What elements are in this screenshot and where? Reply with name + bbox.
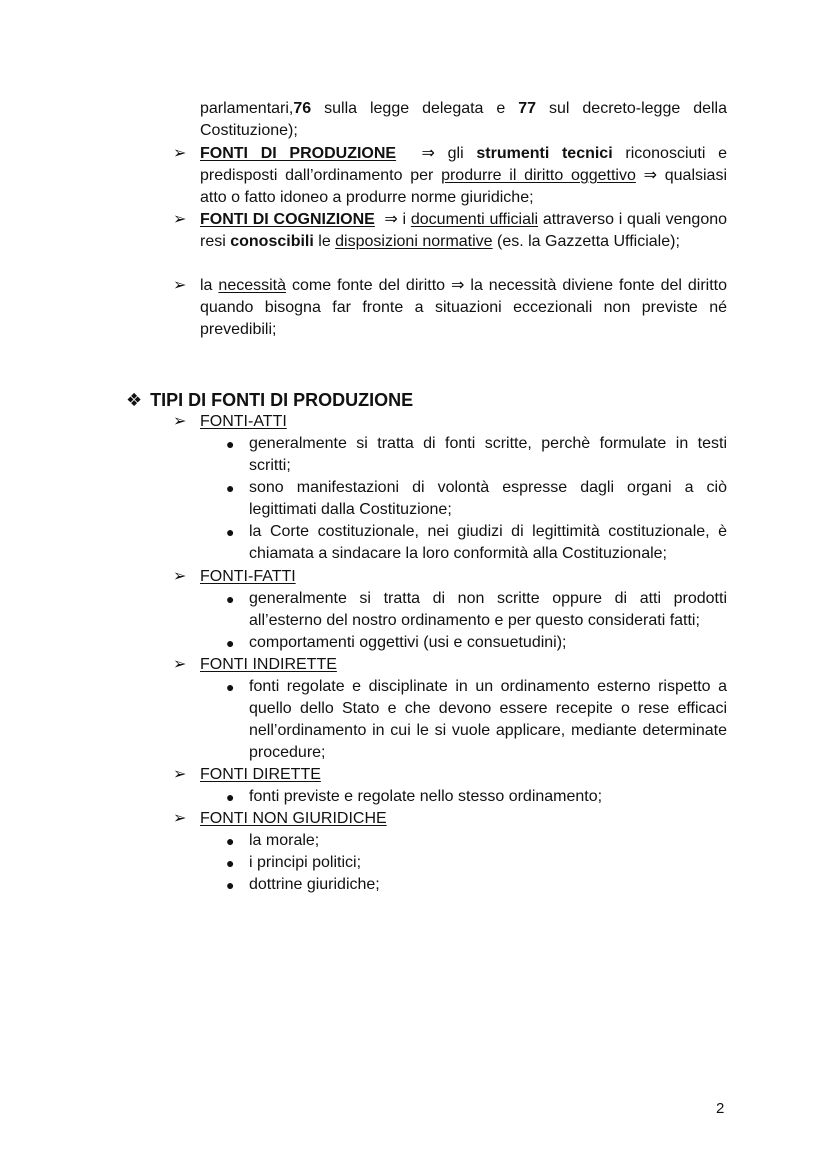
arrow-bullet-icon: ➢ <box>173 568 187 585</box>
implies-icon: ⇒ <box>451 277 465 294</box>
list-item: ● generalmente si tratta di fonti scritte, perchè formulate in testi scritti; <box>226 435 727 474</box>
term-fonti-di-cognizione: FONTI DI COGNIZIONE <box>200 211 375 228</box>
group-heading-fonti-non-giuridiche: ➢ FONTI NON GIURIDICHE <box>200 808 727 830</box>
round-bullet-icon: ● <box>226 480 235 496</box>
round-bullet-icon: ● <box>226 789 235 805</box>
implies-icon: ⇒ <box>384 211 398 228</box>
group-heading-fonti-indirette: ➢ FONTI INDIRETTE <box>200 654 727 676</box>
implies-icon: ⇒ <box>421 145 435 162</box>
group-heading-fonti-dirette: ➢ FONTI DIRETTE <box>200 764 727 786</box>
page-number: 2 <box>716 1100 725 1117</box>
list-item: ● fonti previste e regolate nello stesso ordinamento; <box>249 786 727 808</box>
list-item: ● fonti regolate e disciplinate in un ordinamento esterno rispetto a quello dello Stato e che devono essere recepite o rese efficaci nell’ordinamento in cui le si vuole applicare, mediante determinate procedure; <box>226 678 727 761</box>
list-item: ● la Corte costituzionale, nei giudizi di legittimità costituzionale, è chiamata a sindacare la loro conformità alla Costituzionale; <box>226 523 727 562</box>
diamond-bullet-icon: ❖ <box>126 390 143 410</box>
implies-icon: ⇒ <box>643 167 658 184</box>
continuation-paragraph: parlamentari,76 sulla legge delegata e 77 sul decreto-legge della Costituzione); <box>200 100 728 139</box>
round-bullet-icon: ● <box>226 524 235 540</box>
arrow-bullet-icon: ➢ <box>173 145 187 162</box>
round-bullet-icon: ● <box>226 877 235 893</box>
list-item-necessita: ➢ la necessità come fonte del diritto ⇒ la necessità diviene fonte del diritto quando bisogna far fronte a situazioni eccezionali non previste né prevedibili; <box>173 277 727 338</box>
list-item: ● la morale; <box>249 830 727 852</box>
section-title: ❖ TIPI DI FONTI DI PRODUZIONE <box>126 390 414 410</box>
round-bullet-icon: ● <box>226 679 235 695</box>
arrow-bullet-icon: ➢ <box>173 810 187 827</box>
list-item: ● i principi politici; <box>249 852 727 874</box>
list-item: ● comportamenti oggettivi (usi e consuetudini); <box>249 632 727 654</box>
list-item: ● generalmente si tratta di non scritte oppure di atti prodotti all’esterno del nostro ordinamento e per questo considerati fatti; <box>226 590 727 629</box>
arrow-bullet-icon: ➢ <box>173 413 187 430</box>
list-item: ● dottrine giuridiche; <box>249 874 727 896</box>
arrow-bullet-icon: ➢ <box>173 766 187 783</box>
term-fonti-di-produzione: FONTI DI PRODUZIONE <box>200 145 397 162</box>
group-heading-fonti-fatti: ➢ FONTI-FATTI <box>200 566 727 588</box>
list-item-fonti-di-produzione: ➢ FONTI DI PRODUZIONE ⇒ gli strumenti tecnici riconosciuti e predisposti dall’ordinamento per produrre il diritto oggettivo ⇒ qualsiasi atto o fatto idoneo a produrre norme giuridiche; <box>173 145 728 206</box>
round-bullet-icon: ● <box>226 635 235 651</box>
round-bullet-icon: ● <box>226 855 235 871</box>
group-heading-fonti-atti: ➢ FONTI-ATTI <box>200 411 727 433</box>
round-bullet-icon: ● <box>226 591 235 607</box>
arrow-bullet-icon: ➢ <box>173 277 187 294</box>
round-bullet-icon: ● <box>226 436 235 452</box>
round-bullet-icon: ● <box>226 833 235 849</box>
arrow-bullet-icon: ➢ <box>173 656 187 673</box>
arrow-bullet-icon: ➢ <box>173 211 187 228</box>
list-item-fonti-di-cognizione: ➢ FONTI DI COGNIZIONE ⇒ i documenti ufficiali attraverso i quali vengono resi conoscibili le disposizioni normative (es. la Gazzetta Ufficiale); <box>173 211 728 250</box>
list-item: ● sono manifestazioni di volontà espresse dagli organi a ciò legittimati dalla Costituzione; <box>226 479 727 518</box>
